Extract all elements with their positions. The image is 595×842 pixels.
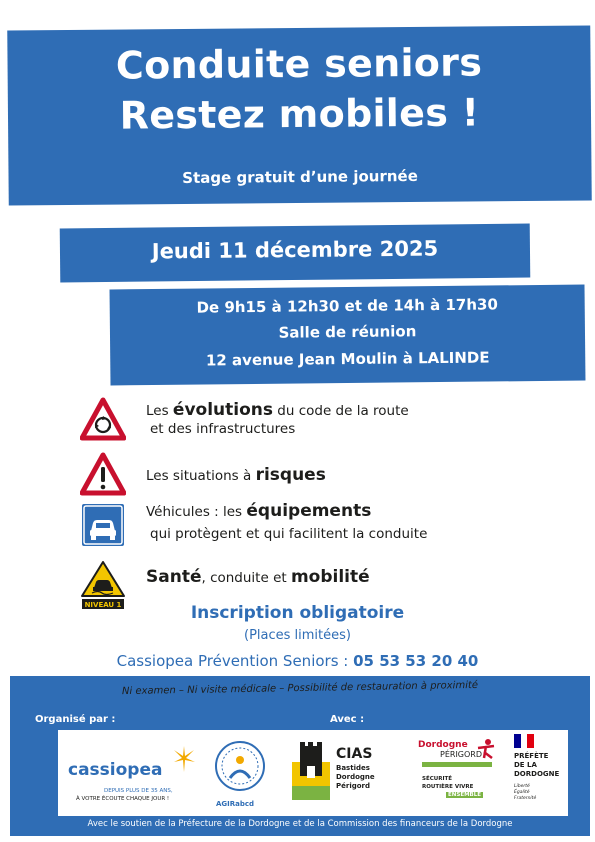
dordogne-name: Dordogne — [418, 740, 468, 750]
topic-text-line2: qui protègent et qui facilitent la conduite — [150, 526, 428, 542]
dordogne-logo — [418, 736, 503, 812]
dordogne-stripe — [422, 762, 492, 767]
partner-logos — [58, 730, 568, 816]
cias-line-1: Bastides — [336, 764, 370, 772]
agir-emblem-icon — [214, 738, 266, 796]
practical-note: Ni examen – Ni visite médicale – Possibilité de restauration à proximité — [121, 679, 479, 698]
contact-name: Cassiopea Prévention Seniors : — [116, 652, 354, 670]
topic-text-mid: , conduite et — [201, 570, 291, 586]
cias-line-2: Dordogne — [336, 773, 375, 781]
cassiopea-tagline-2: À VOTRE ÉCOUTE CHAQUE JOUR ! — [76, 796, 170, 802]
prefecture-motto-2: Égalité — [514, 790, 530, 795]
car-sign-icon — [80, 502, 126, 548]
level-badge-text: NIVEAU 1 — [84, 601, 122, 609]
cassiopea-logo — [64, 736, 199, 810]
prefecture-logo — [506, 734, 568, 814]
topic-text — [146, 568, 370, 587]
topic-health — [80, 560, 560, 609]
cassiopea-tagline-1: DEPUIS PLUS DE 35 ANS, — [104, 788, 173, 794]
prefecture-line-3: DORDOGNE — [514, 770, 560, 778]
topic-text-post: du code de la route — [273, 403, 409, 419]
topic-text — [146, 502, 427, 547]
agir-logo — [206, 736, 276, 810]
dordogne-line-3: ENSEMBLE — [448, 792, 482, 798]
topic-keyword: risques — [255, 465, 326, 485]
agir-name: AGIRabcd — [216, 800, 255, 808]
event-room: Salle de réunion — [278, 322, 417, 342]
topic-text — [146, 401, 409, 438]
title-line-2: Restez mobiles ! — [119, 90, 480, 138]
event-hours: De 9h15 à 12h30 et de 14h à 17h30 — [196, 295, 498, 317]
prefecture-motto-3: Fraternité — [514, 796, 537, 801]
topic-text-pre: Les situations à — [146, 468, 256, 484]
title-line-1: Conduite seniors — [115, 40, 483, 88]
event-address: 12 avenue Jean Moulin à LALINDE — [205, 348, 490, 370]
topic-keyword: équipements — [246, 501, 372, 521]
registration-title: Inscription obligatoire — [190, 603, 405, 623]
topic-text-pre: Les — [146, 403, 173, 419]
date-banner — [60, 224, 531, 283]
topic-keyword-2: mobilité — [290, 567, 370, 587]
cassiopea-name: cassiopea — [68, 760, 163, 780]
roundabout-sign-icon — [80, 397, 126, 443]
danger-sign-icon — [80, 452, 126, 498]
topic-risks — [80, 452, 560, 498]
cias-line-3: Périgord — [336, 782, 371, 790]
support-credit: Avec le soutien de la Préfecture de la Dordogne et de la Commission des financeurs de la Dordogne — [87, 819, 513, 829]
prefecture-line-2: DE LA — [514, 761, 537, 769]
contact-phone: 05 53 53 20 40 — [353, 652, 479, 670]
places-limited: (Places limitées) — [244, 628, 351, 643]
footer-banner — [10, 676, 590, 836]
marianne-flag-icon — [514, 734, 534, 748]
title-banner — [7, 25, 592, 205]
topic-keyword: Santé — [146, 567, 202, 587]
with-label: Avec : — [330, 714, 365, 725]
topic-text-line2: et des infrastructures — [150, 421, 296, 437]
star-icon — [172, 744, 196, 774]
topic-text-pre: Véhicules : les — [146, 504, 247, 520]
topic-equipment — [80, 502, 560, 548]
organized-by-label: Organisé par : — [35, 714, 116, 725]
prefecture-motto-1: Liberté — [514, 784, 530, 789]
dordogne-line-1: SÉCURITÉ — [422, 776, 453, 782]
cias-logo — [288, 740, 408, 806]
dordogne-line-2: ROUTIÈRE VIVRE — [422, 784, 474, 790]
dordogne-perigord: PÉRIGORD — [440, 750, 483, 759]
event-info-banner — [110, 285, 586, 386]
subtitle: Stage gratuit d’une journée — [182, 166, 418, 188]
topic-keyword: évolutions — [172, 400, 273, 420]
event-date: Jeudi 11 décembre 2025 — [151, 236, 439, 264]
contact-line — [0, 652, 595, 670]
cias-name: CIAS — [336, 746, 373, 762]
topic-text — [146, 466, 326, 485]
cias-tower-icon — [290, 742, 332, 802]
topic-evolutions — [80, 397, 560, 443]
prefecture-line-1: PRÉFÈTE — [514, 752, 549, 760]
